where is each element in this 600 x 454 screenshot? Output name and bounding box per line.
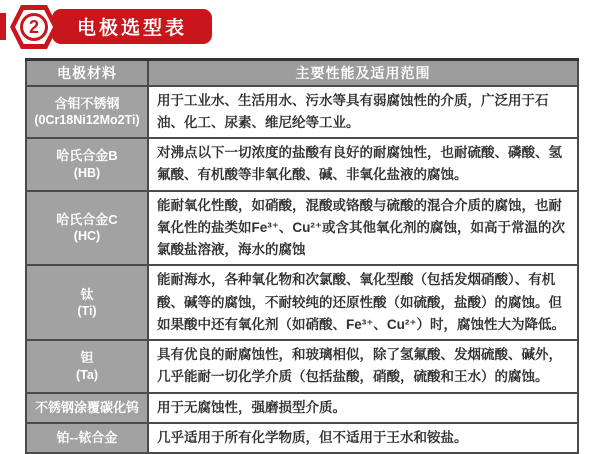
material-name: 铂--铱合金	[56, 430, 118, 446]
material-cell	[26, 191, 148, 266]
material-name: 钛	[80, 286, 94, 302]
material-cell	[26, 340, 148, 393]
section-number-badge	[10, 5, 58, 49]
material-name: 含钼不锈钢	[54, 95, 120, 111]
description-cell: 用于工业水、生活用水、污水等具有弱腐蚀性的介质，广泛用于石油、化工、尿素、维尼纶等工业。	[148, 86, 578, 139]
material-cell	[26, 86, 148, 139]
description-cell: 能耐氧化性酸，如硝酸，混酸或铬酸与硫酸的混合介质的腐蚀，也耐氧化性的盐类如Fe³⁺、Cu²⁺或含其他氧化剂的腐蚀，如高于常温的次氯酸盐溶液，海水的腐蚀	[148, 191, 578, 266]
page-title: 电极选型表	[52, 9, 212, 44]
material-cell	[26, 138, 148, 191]
material-code: (HC)	[73, 229, 101, 244]
material-code: (0Cr18Ni12Mo2Ti)	[34, 113, 140, 128]
material-name: 不锈钢涂覆碳化钨	[34, 400, 139, 416]
table-row	[26, 86, 578, 139]
description-cell: 几乎适用于所有化学物质，但不适用于王水和铵盐。	[148, 423, 578, 453]
badge-number: 2	[20, 13, 48, 41]
table-row	[26, 340, 578, 393]
table-row	[26, 265, 578, 340]
material-cell	[26, 265, 148, 340]
material-code: (Ti)	[77, 304, 97, 319]
table-row	[26, 393, 578, 423]
electrode-selection-table	[25, 58, 579, 454]
description-cell: 具有优良的耐腐蚀性，和玻璃相似，除了氢氟酸、发烟硫酸、碱外，几乎能耐一切化学介质（包括盐酸，硝酸，硫酸和王水）的腐蚀。	[148, 340, 578, 393]
material-code: (Ta)	[76, 367, 98, 382]
material-cell	[26, 393, 148, 423]
column-header-performance: 主要性能及适用范围	[148, 60, 578, 86]
left-edge-accent	[0, 13, 6, 40]
description-cell: 用于无腐蚀性，强磨损型介质。	[148, 393, 578, 423]
table-row	[26, 423, 578, 453]
material-name: 哈氏合金C	[56, 211, 118, 227]
material-name: 钽	[80, 350, 94, 366]
table-header-row	[26, 60, 578, 86]
column-header-material: 电极材料	[26, 60, 148, 86]
description-cell: 能耐海水，各种氧化物和次氯酸、氧化型酸（包括发烟硝酸）、有机酸、碱等的腐蚀，不耐较纯的还原性酸（如硫酸，盐酸）的腐蚀。但如果酸中还有氧化剂（如硝酸、Fe³⁺、Cu²⁺）时，腐蚀性大为降低。	[148, 265, 578, 340]
material-name: 哈氏合金B	[56, 148, 118, 164]
page-header	[0, 0, 600, 58]
material-cell	[26, 423, 148, 453]
table-row	[26, 138, 578, 191]
description-cell: 对沸点以下一切浓度的盐酸有良好的耐腐蚀性，也耐硫酸、磷酸、氢氟酸、有机酸等非氧化酸、碱、非氧化盐液的腐蚀。	[148, 138, 578, 191]
table-row	[26, 191, 578, 266]
material-code: (HB)	[73, 165, 101, 180]
